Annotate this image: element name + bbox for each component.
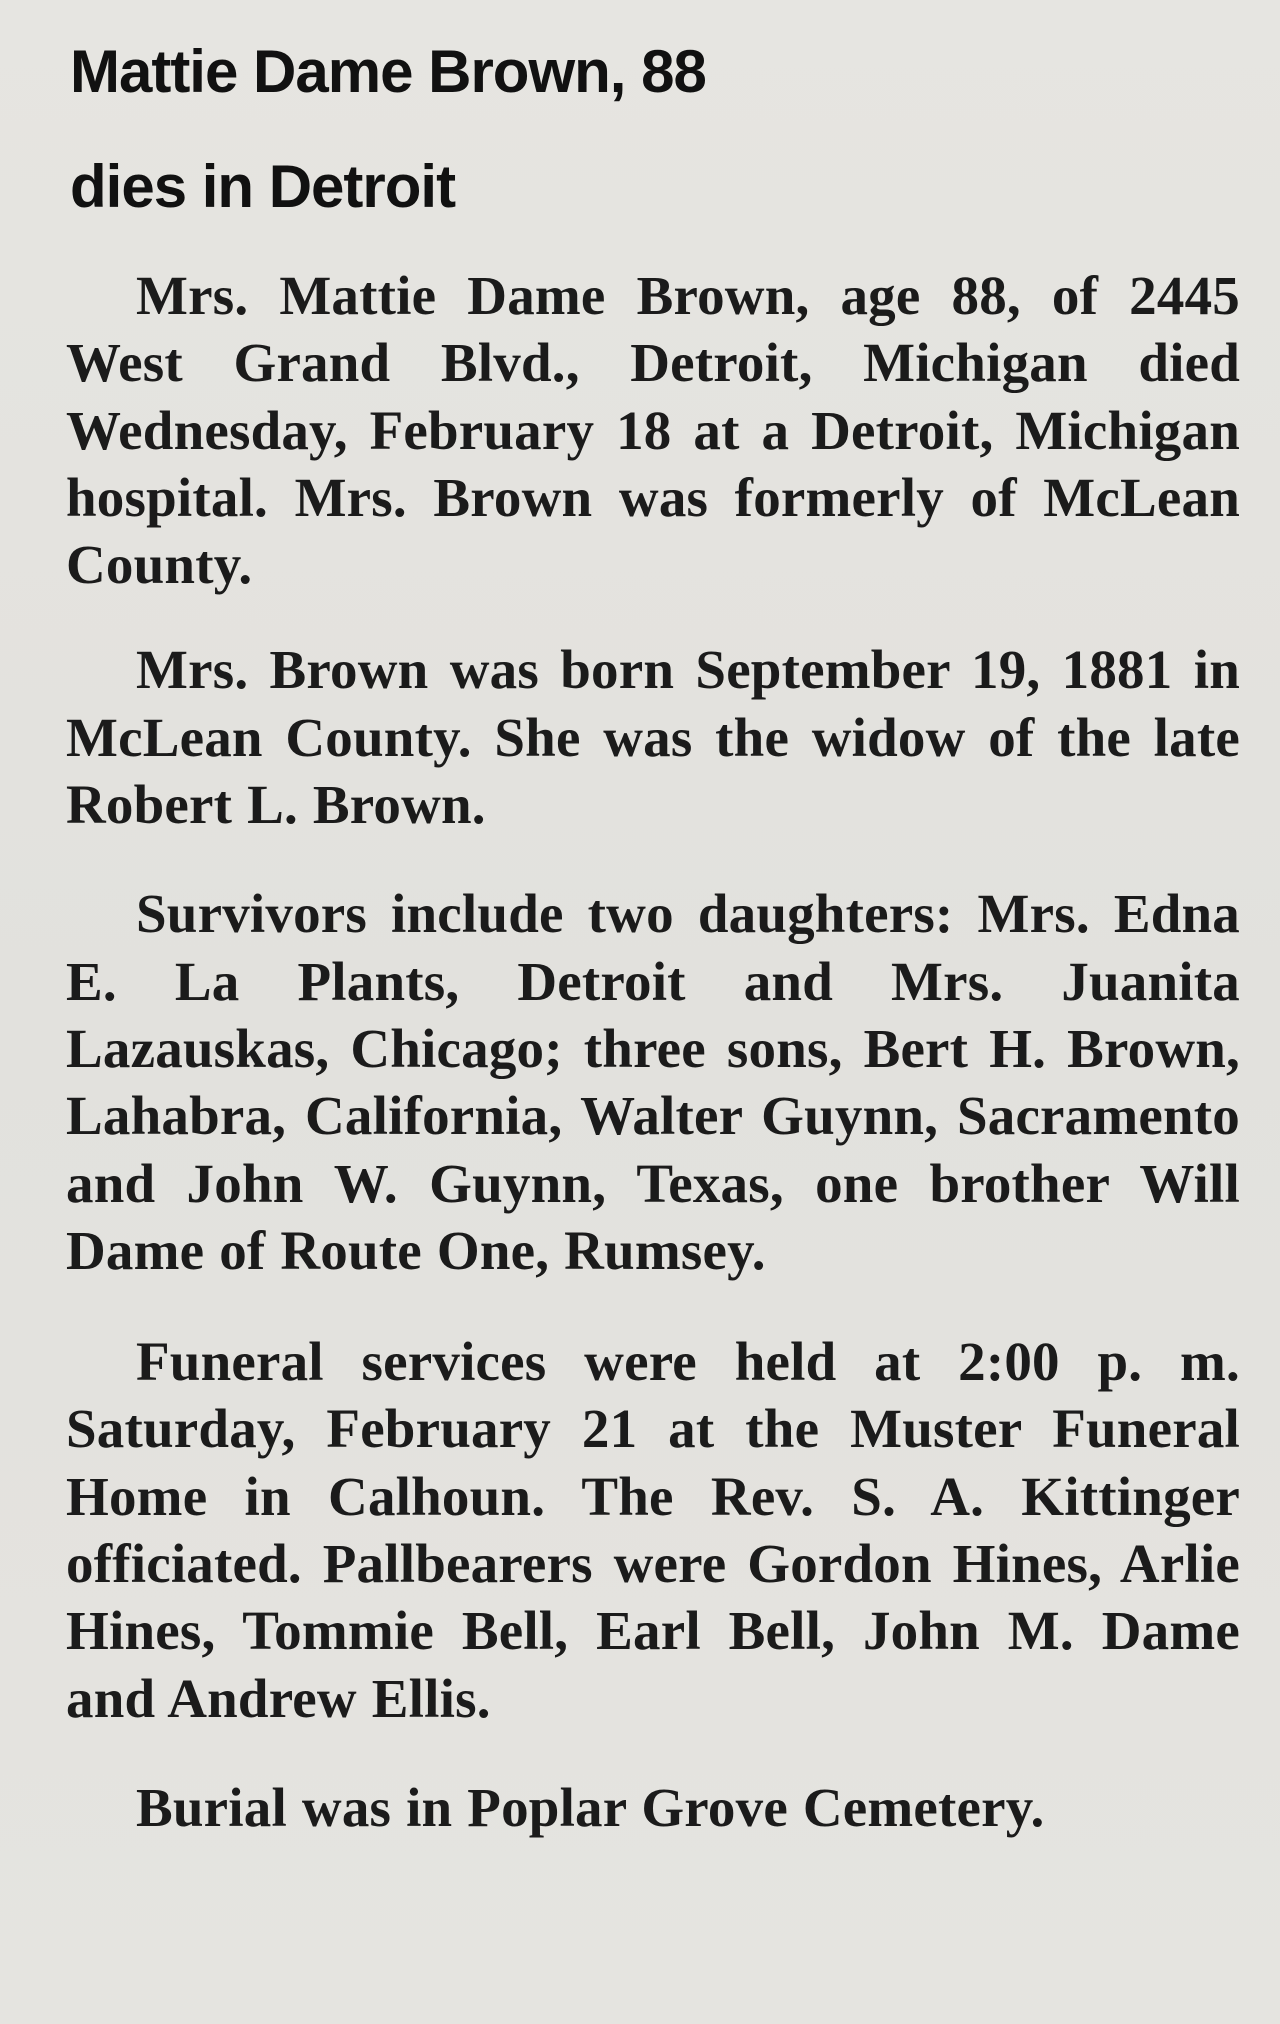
paragraph-funeral-services: Funeral services were held at 2:00 p. m. Saturday, February 21 at the Muster Funeral Home in Calhoun. The Rev. S. A. Kittinger officiated. Pallbearers were Gordon Hines, Arlie Hines, Tommie Bell, Earl Bell, John M. Dame and Andrew Ellis. bbox=[66, 1331, 1240, 1729]
paragraph-survivors: Survivors include two daughters: Mrs. Edna E. La Plants, Detroit and Mrs. Juanita Lazauskas, Chicago; three sons, Bert H. Brown, Lahabra, California, Walter Guynn, Sacramento and John W. Guynn, Texas, one brother Will Dame of Route One, Rumsey. bbox=[66, 883, 1240, 1281]
headline-line-1: Mattie Dame Brown, 88 bbox=[70, 38, 706, 105]
paragraph-birth: Mrs. Brown was born September 19, 1881 in McLean County. She was the widow of the late Robert L. Brown. bbox=[66, 639, 1240, 836]
headline-line-2: dies in Detroit bbox=[70, 153, 456, 220]
paragraph-burial: Burial was in Poplar Grove Cemetery. bbox=[136, 1776, 1045, 1838]
obituary-body bbox=[66, 262, 1240, 1879]
paragraph-death-notice: Mrs. Mattie Dame Brown, age 88, of 2445 West Grand Blvd., Detroit, Michigan died Wednesday, February 18 at a Detroit, Michigan hospital. Mrs. Brown was formerly of McLean County. bbox=[66, 265, 1240, 596]
